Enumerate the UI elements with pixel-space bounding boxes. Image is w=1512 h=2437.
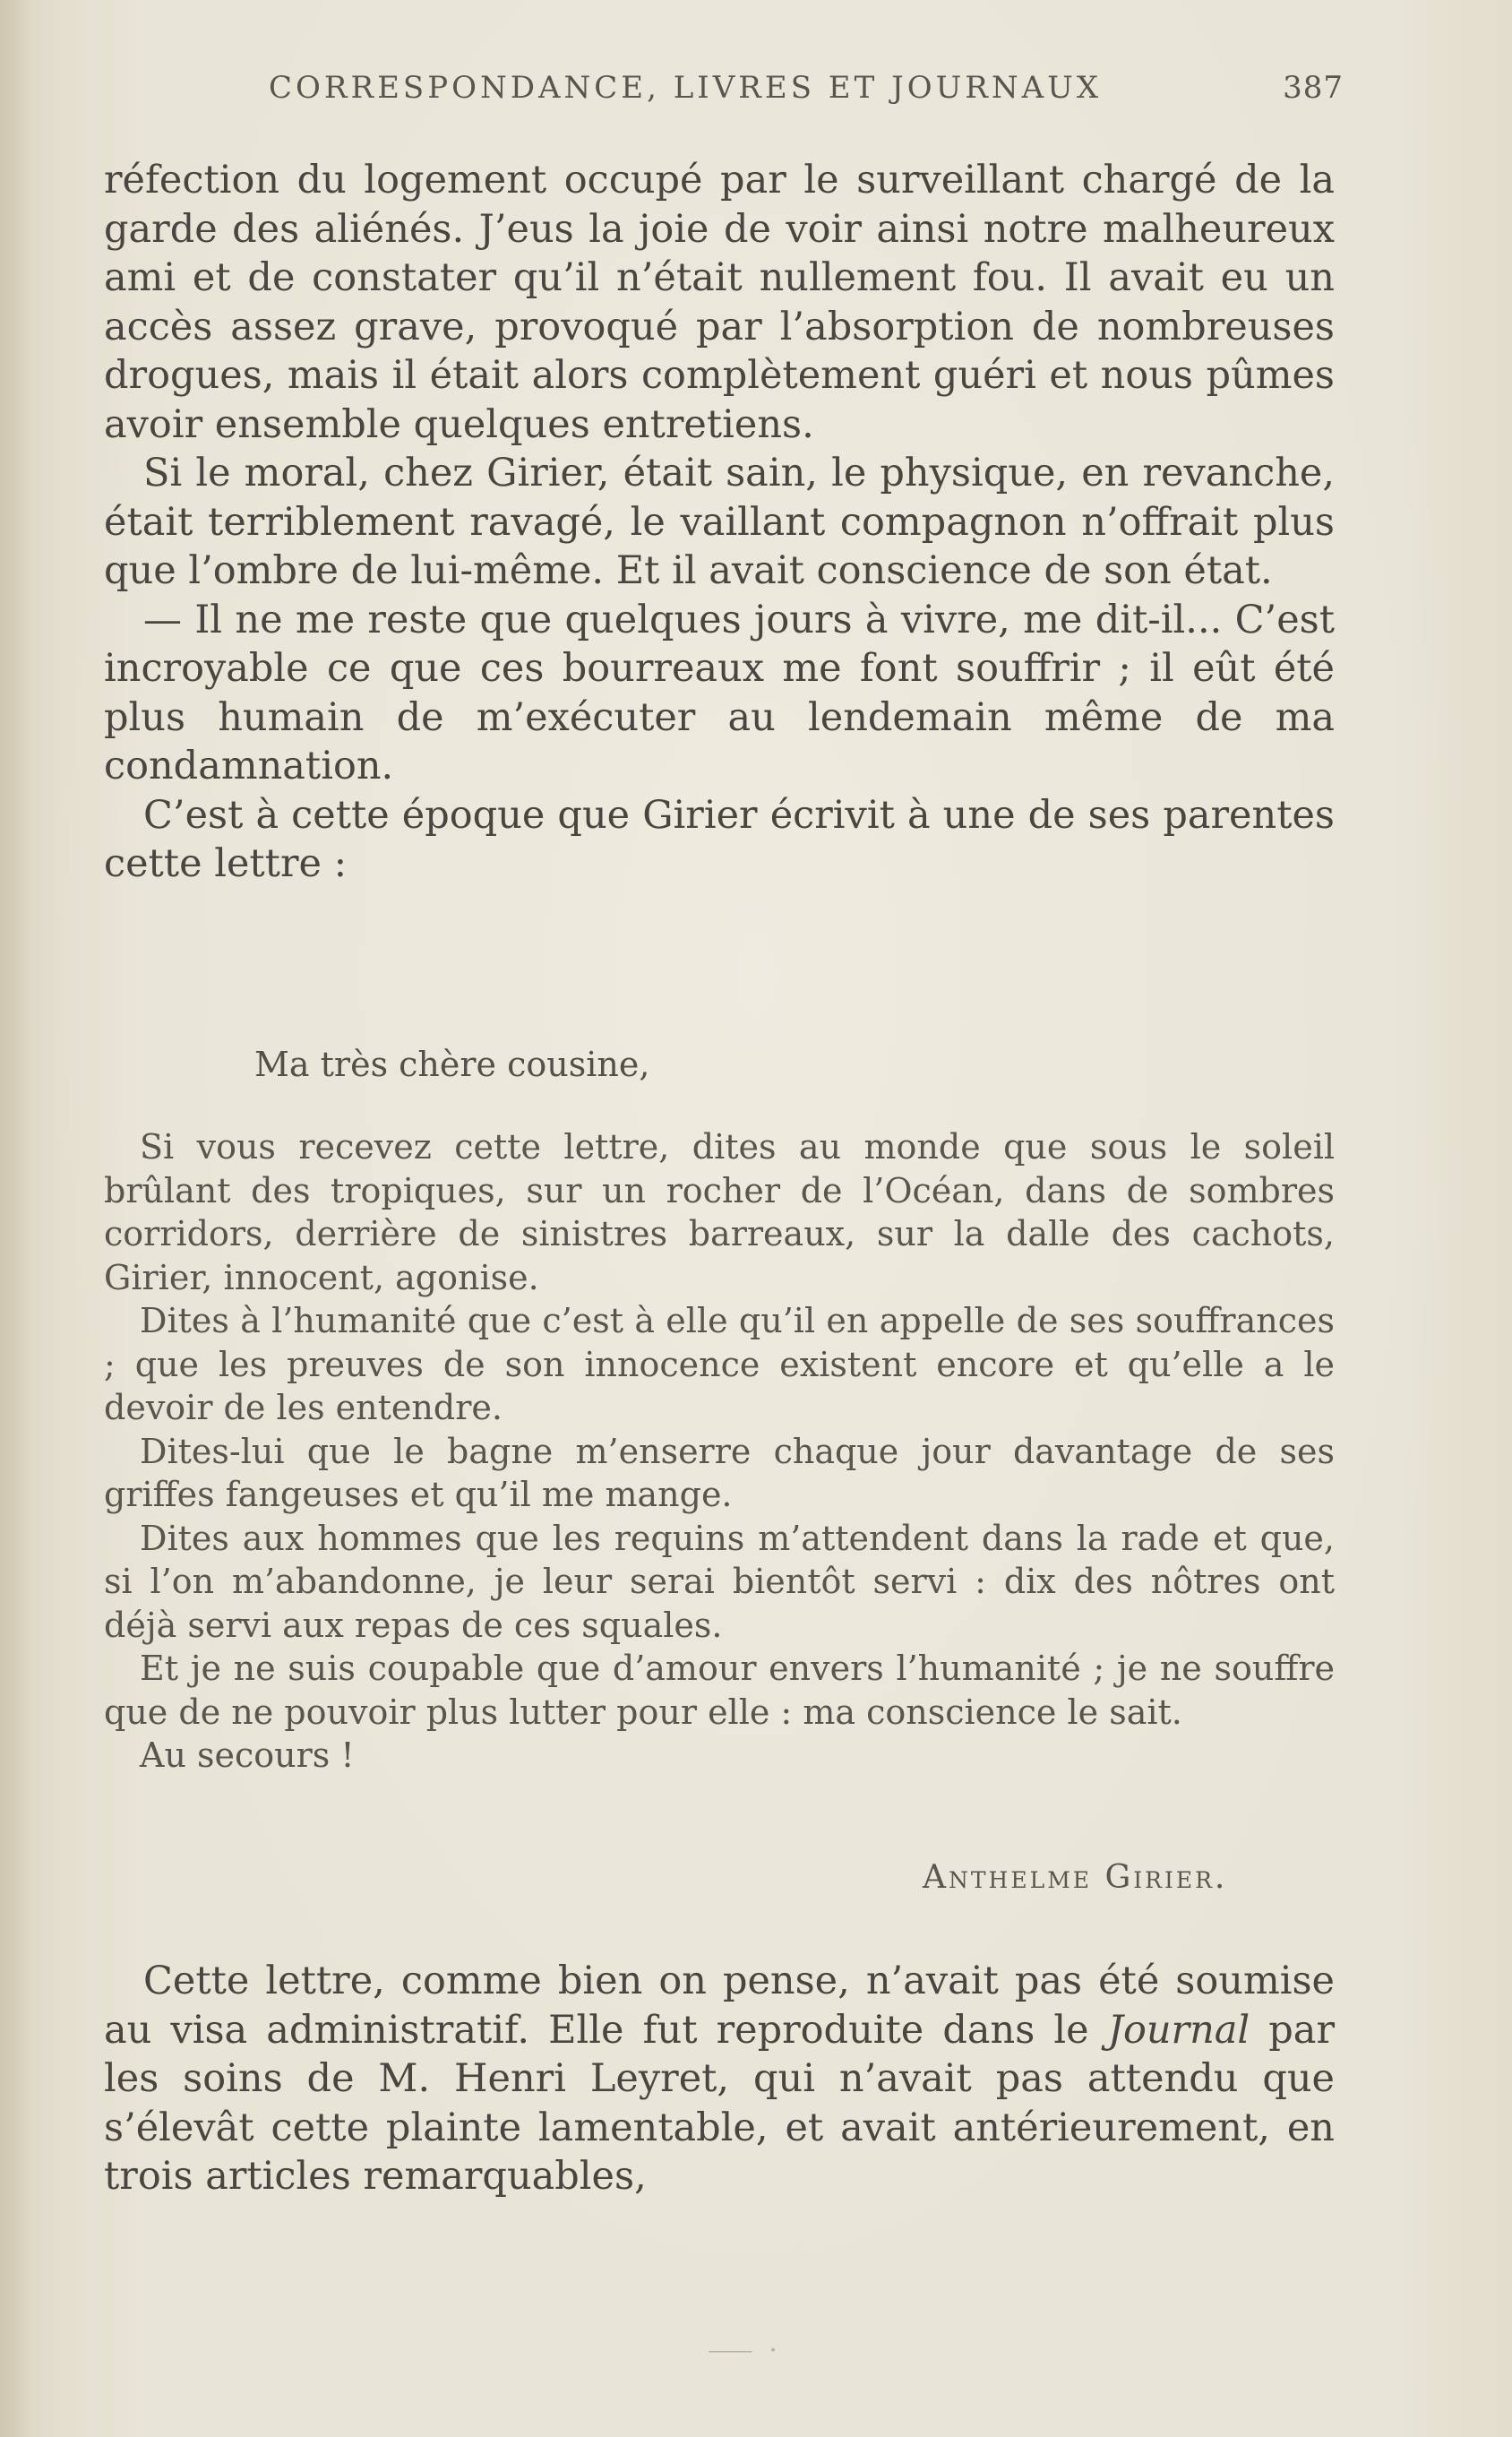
main-text-bottom (104, 1957, 1335, 2201)
letter-paragraph: Dites-lui que le bagne m’enserre chaque jour davantage de ses griffes fangeuses et qu’il me mange. (104, 1431, 1335, 1514)
paragraph-text: Cette lettre, comme bien on pense, n’avait pas été soumise au visa administratif. Elle fut reproduite dans le (104, 1959, 1335, 2053)
letter-closing: Au secours ! (140, 1735, 355, 1775)
paragraph (104, 1957, 1335, 2201)
letter-paragraph: Et je ne suis coupable que d’amour envers l’humanité ; je ne souffre que de ne pouvoir plus lutter pour elle : ma conscience le sait. (104, 1649, 1335, 1732)
main-text-top (104, 156, 1335, 889)
paragraph: réfection du logement occupé par le surveillant chargé de la garde des aliénés. J’eus la joie de voir ainsi notre malheureux ami et de constater qu’il n’était nullement fou. Il avait eu un accès assez grave, provoqué par l’absorption de nombreuses drogues, mais il était alors complètement guéri et nous pûmes avoir ensemble quelques entretiens. (104, 158, 1335, 447)
letter-signature: Anthelme Girier. (923, 1859, 1228, 1896)
journal-title: Journal (1107, 2007, 1250, 2053)
page-number: 387 (1283, 70, 1344, 106)
paragraph: Si le moral, chez Girier, était sain, le physique, en revanche, était terriblement ravagé, le vaillant compagnon n’offrait plus que l’ombre de lui-même. Et il avait conscience de son état. (104, 451, 1335, 593)
paragraph-text: par les soins de M. Henri Leyret, qui n’avait pas attendu que s’élevât cette plainte lamentable, et avait antérieurement, en trois articles remarquables, (104, 2007, 1335, 2199)
page-spine-shadow (0, 0, 30, 2437)
letter-salutation: Ma très chère cousine, (254, 1045, 650, 1084)
quoted-letter (104, 1125, 1335, 1778)
ornament-mark: ⸺ · (708, 2335, 781, 2366)
paragraph: — Il ne me reste que quelques jours à vivre, me dit-il... C’est incroyable ce que ces bourreaux me font souffrir ; il eût été plus humain de m’exécuter au lendemain même de ma condamnation. (104, 597, 1335, 788)
paragraph: C’est à cette époque que Girier écrivit à une de ses parentes cette lettre : (104, 792, 1335, 886)
letter-paragraph: Dites aux hommes que les requins m’attendent dans la rade et que, si l’on m’abandonne, je leur serai bientôt servi : dix des nôtres ont déjà servi aux repas de ces squales. (104, 1518, 1335, 1645)
letter-paragraph: Si vous recevez cette lettre, dites au monde que sous le soleil brûlant des tropiques, sur un rocher de l’Océan, dans de sombres corridors, derrière de sinistres barreaux, sur la dalle des cachots, Girier, innocent, agonise. (104, 1127, 1335, 1297)
letter-paragraph: Dites à l’humanité que c’est à elle qu’il en appelle de ses souffrances ; que les preuves de son innocence existent encore et qu’elle a le devoir de les entendre. (104, 1301, 1335, 1427)
running-title: CORRESPONDANCE, LIVRES ET JOURNAUX (269, 70, 1103, 106)
